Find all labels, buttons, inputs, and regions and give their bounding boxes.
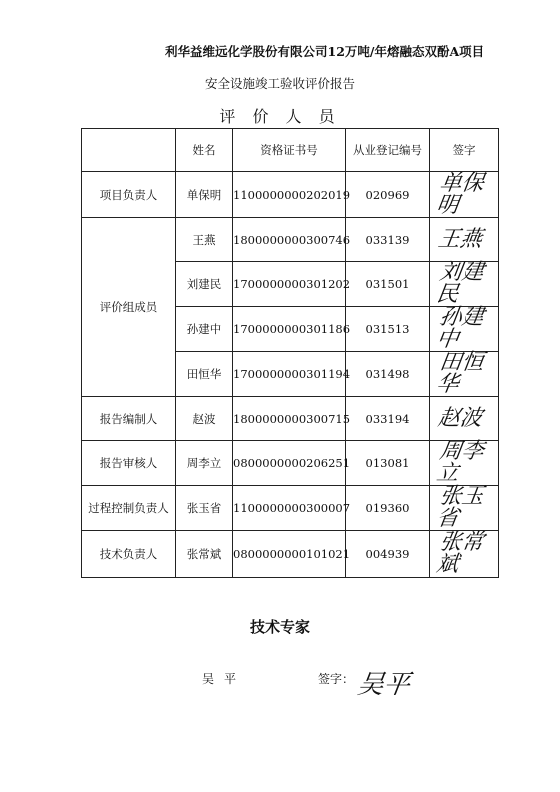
header-reg: 从业登记编号 — [346, 129, 430, 172]
cert-cell: 1700000000301202 — [233, 262, 346, 307]
expert-sign-label: 签字： — [318, 672, 355, 686]
cert-cell: 1800000000300715 — [233, 397, 346, 441]
signature-cell — [430, 307, 499, 352]
name-cell: 赵波 — [176, 397, 233, 441]
signature-handwriting: 刘建民 — [434, 260, 486, 307]
signature-handwriting: 单保明 — [434, 170, 486, 218]
name-cell: 周李立 — [176, 441, 233, 486]
expert-name: 吴平 — [202, 672, 247, 686]
section-title: 评 价 人 员 — [219, 107, 341, 126]
cert-cell: 1100000000300007 — [233, 486, 346, 531]
header-sig: 签字 — [430, 129, 499, 172]
reg-cell: 013081 — [346, 441, 430, 486]
reg-cell: 031513 — [346, 307, 430, 352]
signature-handwriting: 王燕 — [436, 226, 484, 252]
expert-section-title: 技术专家 — [249, 618, 310, 636]
cert-cell: 0800000000101021 — [233, 531, 346, 578]
reg-cell: 031498 — [346, 352, 430, 397]
name-cell: 田恒华 — [176, 352, 233, 397]
role-cell: 评价组成员 — [82, 218, 176, 397]
header-name: 姓名 — [176, 129, 233, 172]
table-row — [82, 531, 499, 578]
name-cell: 刘建民 — [176, 262, 233, 307]
name-cell: 张常斌 — [176, 531, 233, 578]
expert-signature-handwriting: 吴平 — [355, 670, 412, 700]
name-cell: 单保明 — [176, 172, 233, 218]
reg-cell: 019360 — [346, 486, 430, 531]
cert-cell: 1700000000301194 — [233, 352, 346, 397]
table-header-row — [82, 129, 499, 172]
report-subtitle: 安全设施竣工验收评价报告 — [205, 76, 356, 91]
role-cell: 过程控制负责人 — [82, 486, 176, 531]
cert-cell: 1700000000301186 — [233, 307, 346, 352]
reg-cell: 004939 — [346, 531, 430, 578]
signature-handwriting: 张常斌 — [434, 530, 486, 577]
header-role — [82, 129, 176, 172]
header-cert: 资格证书号 — [233, 129, 346, 172]
table-row — [82, 441, 499, 486]
signature-handwriting: 孙建中 — [434, 305, 486, 352]
report-project-title: 利华益维远化学股份有限公司12万吨/年熔融态双酚A项目 — [165, 44, 485, 59]
signature-cell — [430, 486, 499, 531]
signature-cell — [430, 441, 499, 486]
cert-cell: 1100000000202019 — [233, 172, 346, 218]
signature-cell — [430, 352, 499, 397]
role-cell: 报告审核人 — [82, 441, 176, 486]
signature-cell — [430, 397, 499, 441]
signature-cell — [430, 531, 499, 578]
name-cell: 张玉省 — [176, 486, 233, 531]
signature-handwriting: 赵波 — [436, 405, 484, 431]
table-row — [82, 397, 499, 441]
name-cell: 王燕 — [176, 218, 233, 262]
name-cell: 孙建中 — [176, 307, 233, 352]
reg-cell: 020969 — [346, 172, 430, 218]
signature-handwriting: 张玉省 — [434, 484, 486, 531]
role-cell: 技术负责人 — [82, 531, 176, 578]
signature-cell — [430, 262, 499, 307]
table-row — [82, 486, 499, 531]
evaluator-table — [81, 128, 499, 578]
role-cell: 报告编制人 — [82, 397, 176, 441]
cert-cell: 1800000000300746 — [233, 218, 346, 262]
signature-cell — [430, 218, 499, 262]
reg-cell: 033194 — [346, 397, 430, 441]
signature-handwriting: 周李立 — [434, 439, 486, 486]
reg-cell: 033139 — [346, 218, 430, 262]
cert-cell: 0800000000206251 — [233, 441, 346, 486]
signature-handwriting: 田恒华 — [434, 350, 486, 397]
table-row — [82, 172, 499, 218]
table-row — [82, 218, 499, 262]
signature-cell — [430, 172, 499, 218]
role-cell: 项目负责人 — [82, 172, 176, 218]
reg-cell: 031501 — [346, 262, 430, 307]
